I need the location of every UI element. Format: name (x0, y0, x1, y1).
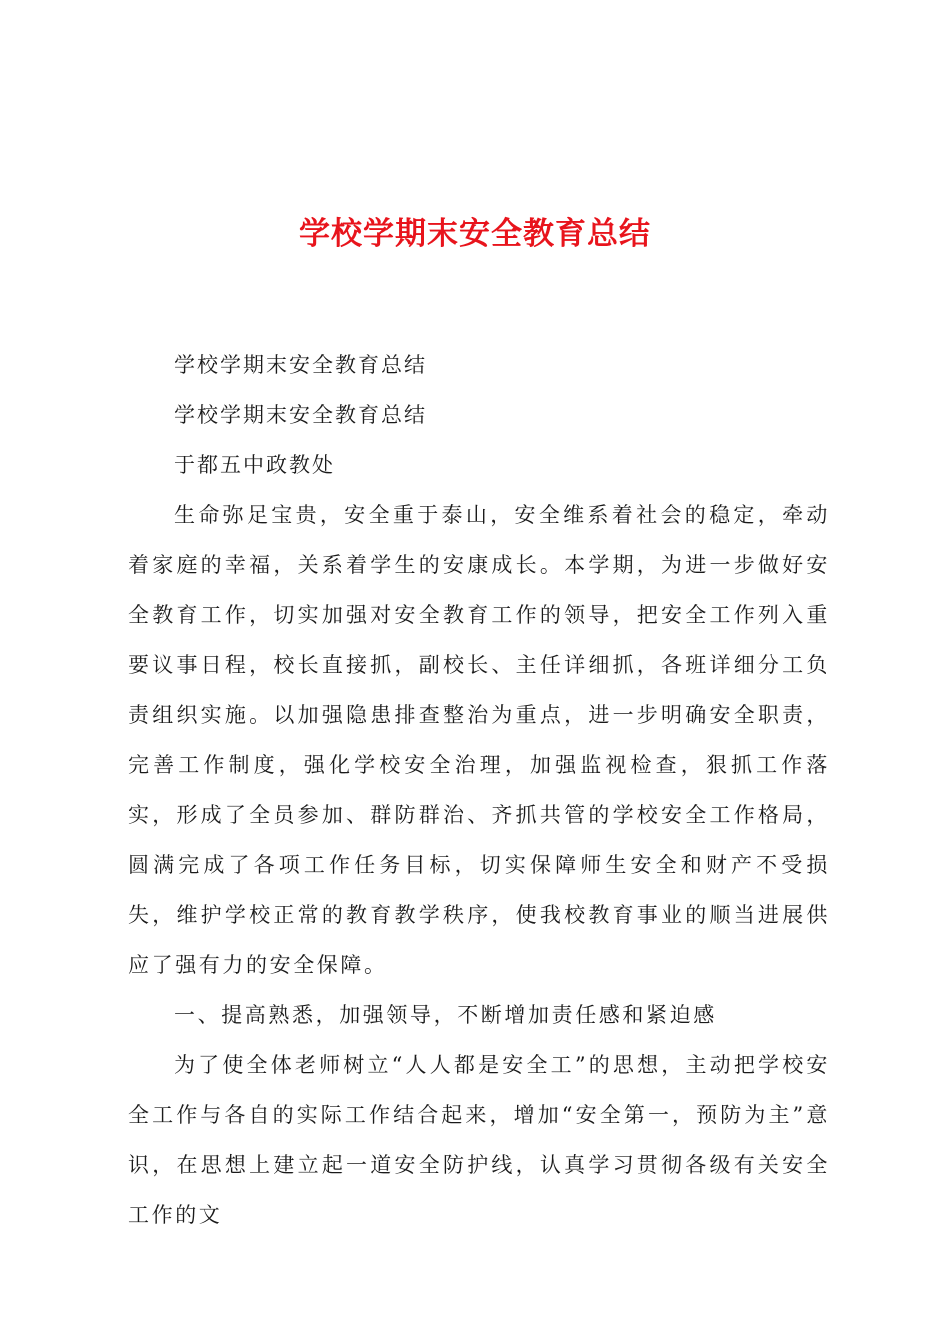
paragraph: 生命弥足宝贵，安全重于泰山，安全维系着社会的稳定，牵动着家庭的幸福，关系着学生的安康成长。本学期，为进一步做好安全教育工作，切实加强对安全教育工作的领导，把安全工作列入重要议事日程，校长直接抓，副校长、主任详细抓，各班详细分工负责组织实施。以加强隐患排查整治为重点，进一步明确安全职责，完善工作制度，强化学校安全治理，加强监视检查，狠抓工作落实，形成了全员参加、群防群治、齐抓共管的学校安全工作格局，圆满完成了各项工作任务目标，切实保障师生安全和财产不受损失，维护学校正常的教育教学秩序，使我校教育事业的顺当进展供应了强有力的安全保障。 (128, 503, 830, 977)
paragraph: 为了使全体老师树立“人人都是安全工”的思想，主动把学校安全工作与各自的实际工作结合起来，增加“安全第一，预防为主”意识，在思想上建立起一道安全防护线，认真学习贯彻各级有关安全工作的文 (128, 1053, 830, 1227)
document-title: 学校学期末安全教育总结 (299, 216, 651, 252)
section-heading: 一、提高熟悉，加强领导，不断增加责任感和紧迫感 (174, 1003, 717, 1027)
subtitle-line: 学校学期末安全教育总结 (174, 403, 427, 427)
author-line: 于都五中政教处 (174, 453, 335, 477)
document-body (128, 340, 830, 1240)
subtitle-line: 学校学期末安全教育总结 (174, 353, 427, 377)
